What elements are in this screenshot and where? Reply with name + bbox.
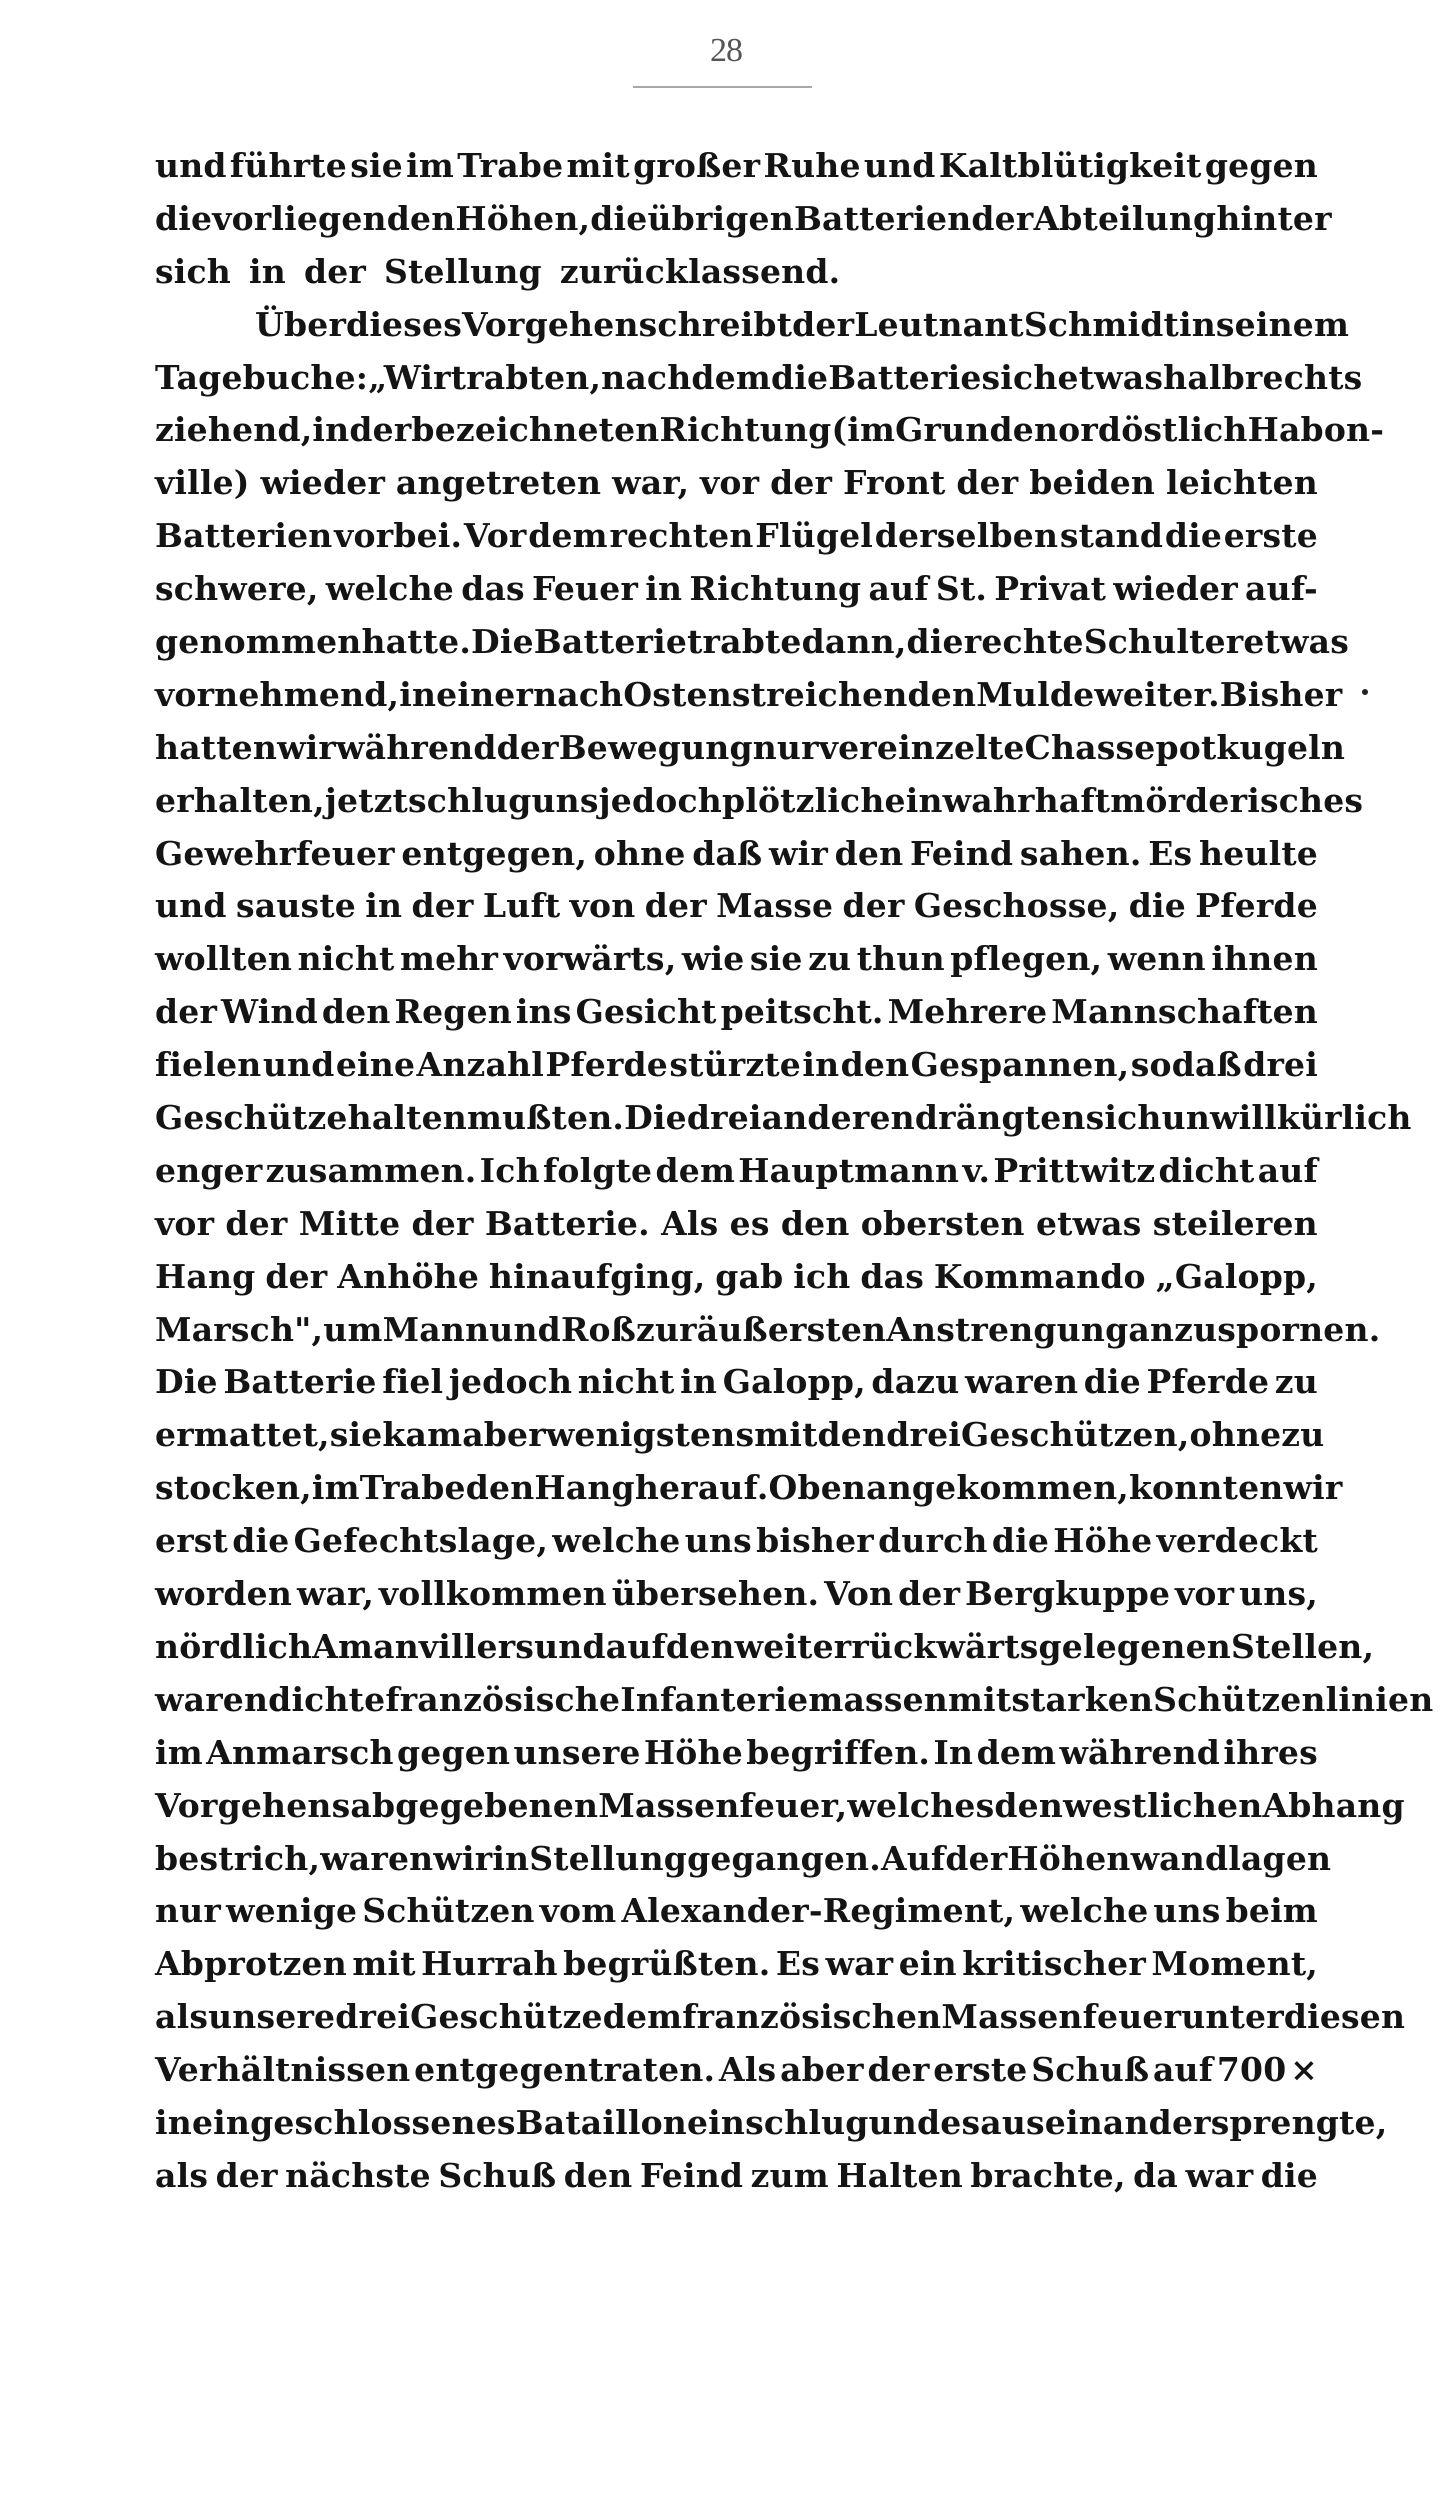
text-line: als der nächste Schuß den Feind zum Halten brachte, da war die [155,2155,1318,2195]
text-line: erst die Gefechtslage, welche uns bisher durch die Höhe verdeckt [155,1521,1318,1561]
text-line: die vorliegenden Höhen, die übrigen Batterien der Abteilung hinter [155,198,1332,238]
text-line: Geschütze halten mußten. Die drei anderen drängten sich unwillkürlich [155,1098,1412,1138]
text-line: nördlich Amanvillers und auf den weiter rückwärts gelegenen Stellen, [155,1626,1375,1666]
text-line: ermattet, sie kam aber wenigstens mit den drei Geschützen, ohne zu [155,1415,1325,1455]
text-line: enger zusammen. Ich folgte dem Hauptmann v. Prittwitz dicht auf [155,1150,1318,1190]
text-line: hatten wir während der Bewegung nur vereinzelte Chassepotkugeln [155,727,1346,767]
text-line: Tagebuche: „Wir trabten, nachdem die Batterie sich etwas halbrechts [155,357,1363,397]
paragraph [155,140,1332,299]
text-line: Vorgehens abgegebenen Massenfeuer, welches den westlichen Abhang [155,1785,1405,1825]
scan-artifact-dot [1362,689,1368,695]
text-line: ville) wieder angetreten war, vor der Front der beiden leichten [155,463,1318,503]
text-line: vornehmend, in einer nach Osten streichenden Mulde weiter. Bisher [155,674,1343,714]
text-line: Marsch", um Mann und Roß zur äußersten Anstrengung anzuspornen. [155,1309,1381,1349]
text-line: genommen hatte. Die Batterie trabte dann, die rechte Schulter etwas [155,622,1349,662]
text-line: und führte sie im Trabe mit großer Ruhe und Kaltblütigkeit gegen [155,146,1318,185]
text-line: worden war, vollkommen übersehen. Von der Bergkuppe vor uns, [155,1574,1318,1614]
body-text [155,140,1434,2203]
text-line: und sauste in der Luft von der Masse der Geschosse, die Pferde [155,886,1318,926]
text-line: als unsere drei Geschütze dem französischen Massenfeuer unter diesen [155,1997,1406,2037]
text-line: Gewehrfeuer entgegen, ohne daß wir den Feind sahen. Es heulte [155,833,1318,873]
text-line: Verhältnissen entgegentraten. Als aber der erste Schuß auf 700 × [155,2050,1318,2090]
text-line: sich in der Stellung zurücklassend. [155,251,841,291]
text-line: in ein geschlossenes Bataillon einschlug und es auseinander sprengte, [155,2102,1388,2142]
text-line: Batterien vorbei. Vor dem rechten Flügel derselben stand die erste [155,516,1318,556]
text-line: erhalten, jetzt schlug uns jedoch plötzlich ein wahrhaft mörderisches [155,780,1364,820]
text-line: Hang der Anhöhe hinaufging, gab ich das Kommando „Galopp, [155,1256,1318,1296]
text-line: waren dichte französische Infanteriemassen mit starken Schützenlinien [155,1679,1434,1719]
paragraph [155,299,1434,2203]
text-line: vor der Mitte der Batterie. Als es den obersten etwas steileren [155,1203,1318,1243]
text-line: nur wenige Schützen vom Alexander-Regiment, welche uns beim [155,1891,1318,1931]
text-line: Über dieses Vorgehen schreibt der Leutnant Schmidt in seinem [255,304,1350,344]
text-line: wollten nicht mehr vorwärts, wie sie zu thun pflegen, wenn ihnen [155,939,1318,979]
text-line: fielen und eine Anzahl Pferde stürzte in den Gespannen, sodaß drei [155,1045,1318,1085]
text-line: im Anmarsch gegen unsere Höhe begriffen. In dem während ihres [155,1732,1318,1772]
text-line: Abprotzen mit Hurrah begrüßten. Es war ein kritischer Moment, [155,1944,1318,1984]
page-number: 28 [710,32,742,69]
text-line: der Wind den Regen ins Gesicht peitscht. Mehrere Mannschaften [155,992,1318,1032]
text-line: Die Batterie fiel jedoch nicht in Galopp, dazu waren die Pferde zu [155,1362,1318,1402]
header-rule [633,86,812,88]
text-line: schwere, welche das Feuer in Richtung auf St. Privat wieder auf- [155,569,1318,609]
text-line: bestrich, waren wir in Stellung gegangen. Auf der Höhenwand lagen [155,1838,1332,1878]
text-line: ziehend, in der bezeichneten Richtung (im Grunde nordöstlich Habon- [155,410,1385,450]
text-line: stocken, im Trabe den Hang herauf. Oben angekommen, konnten wir [155,1468,1343,1508]
